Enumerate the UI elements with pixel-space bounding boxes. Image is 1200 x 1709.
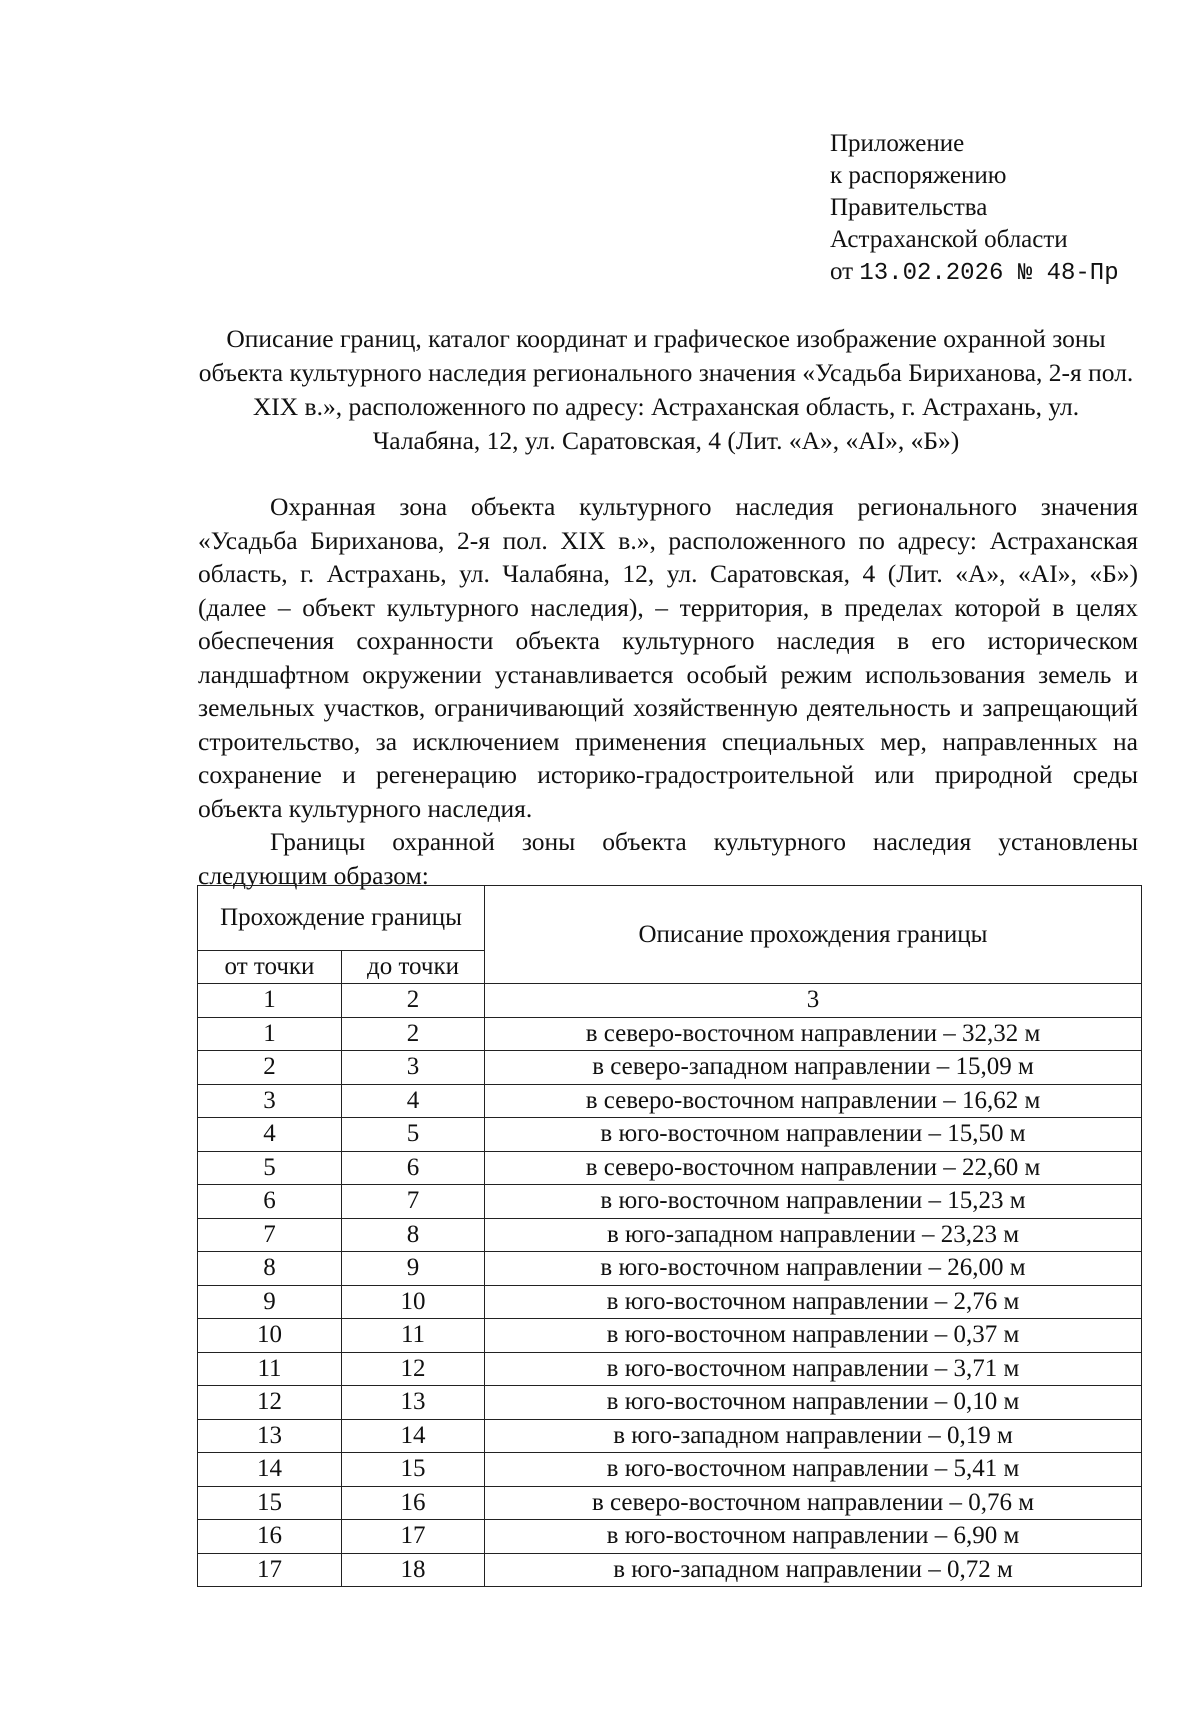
- cell-from: 1: [198, 1017, 342, 1051]
- table-row: [198, 1252, 1142, 1286]
- cell-description: в юго-западном направлении – 23,23 м: [485, 1218, 1142, 1252]
- cell-to: 6: [342, 1151, 485, 1185]
- appendix-line-4: Астраханской области: [830, 226, 1068, 253]
- cell-to: 12: [342, 1352, 485, 1386]
- cell-to: 13: [342, 1386, 485, 1420]
- cell-from: 3: [198, 1084, 342, 1118]
- cell-from: 7: [198, 1218, 342, 1252]
- cell-to: 3: [342, 1051, 485, 1085]
- cell-to: 16: [342, 1486, 485, 1520]
- cell-to: 15: [342, 1453, 485, 1487]
- header-group: Прохождение границы: [198, 886, 485, 951]
- cell-description: в северо-восточном направлении – 32,32 м: [485, 1017, 1142, 1051]
- table-row: [198, 1118, 1142, 1152]
- cell-description: в северо-восточном направлении – 22,60 м: [485, 1151, 1142, 1185]
- appendix-line-3: Правительства: [830, 194, 988, 221]
- cell-to: 11: [342, 1319, 485, 1353]
- cell-description: в юго-восточном направлении – 15,23 м: [485, 1185, 1142, 1219]
- cell-to: 4: [342, 1084, 485, 1118]
- appendix-line-1: Приложение: [830, 130, 965, 157]
- cell-from: 16: [198, 1520, 342, 1554]
- cell-description: в юго-восточном направлении – 6,90 м: [485, 1520, 1142, 1554]
- cell-description: в северо-восточном направлении – 16,62 м: [485, 1084, 1142, 1118]
- column-number: 1: [198, 984, 342, 1018]
- appendix-block: [830, 128, 1119, 290]
- paragraph-1: Охранная зона объекта культурного наследия регионального значения «Усадьба Бириханова, 2-я пол. XIX в.», расположенного по адресу: Астраханская область, г. Астрахань, ул. Чалабяна, 12, ул. Саратовская, 4 (Лит. «А», «АI», «Б») (далее – объект культурного наследия), – территория, в пределах которой в целях обеспечения сохранности объекта культурного наследия в его историческом ландшафтном окружении устанавливается особый режим использования земель и земельных участков, ограничивающий хозяйственную деятельность и запрещающий строительство, за исключением применения специальных мер, направленных на сохранение и регенерацию историко-градостроительной или природной среды объекта культурного наследия.: [198, 492, 1138, 823]
- table-row: [198, 1084, 1142, 1118]
- boundary-table: [197, 885, 1142, 1587]
- table-row: [198, 1553, 1142, 1587]
- table-row: [198, 1051, 1142, 1085]
- table-row: [198, 1319, 1142, 1353]
- table-row: [198, 1218, 1142, 1252]
- cell-description: в юго-западном направлении – 0,19 м: [485, 1419, 1142, 1453]
- appendix-date-number: 13.02.2026 № 48-Пр: [859, 260, 1119, 287]
- table-row: [198, 1419, 1142, 1453]
- table-row: [198, 1285, 1142, 1319]
- cell-to: 2: [342, 1017, 485, 1051]
- paragraph-2: Границы охранной зоны объекта культурного наследия установлены следующим образом:: [198, 827, 1138, 890]
- cell-from: 12: [198, 1386, 342, 1420]
- cell-to: 17: [342, 1520, 485, 1554]
- cell-description: в юго-восточном направлении – 3,71 м: [485, 1352, 1142, 1386]
- cell-from: 13: [198, 1419, 342, 1453]
- cell-to: 18: [342, 1553, 485, 1587]
- cell-to: 10: [342, 1285, 485, 1319]
- column-number: 2: [342, 984, 485, 1018]
- cell-description: в юго-восточном направлении – 26,00 м: [485, 1252, 1142, 1286]
- table-row: [198, 1352, 1142, 1386]
- column-number-row: [198, 984, 1142, 1018]
- table-row: [198, 1453, 1142, 1487]
- cell-to: 8: [342, 1218, 485, 1252]
- cell-to: 9: [342, 1252, 485, 1286]
- appendix-date-prefix: от: [830, 258, 854, 285]
- table-row: [198, 1185, 1142, 1219]
- cell-description: в юго-восточном направлении – 2,76 м: [485, 1285, 1142, 1319]
- header-description: Описание прохождения границы: [485, 886, 1142, 984]
- cell-description: в северо-восточном направлении – 0,76 м: [485, 1486, 1142, 1520]
- cell-from: 15: [198, 1486, 342, 1520]
- cell-from: 6: [198, 1185, 342, 1219]
- cell-from: 9: [198, 1285, 342, 1319]
- header-to: до точки: [342, 951, 485, 984]
- cell-from: 10: [198, 1319, 342, 1353]
- cell-description: в юго-западном направлении – 0,72 м: [485, 1553, 1142, 1587]
- column-number: 3: [485, 984, 1142, 1018]
- cell-from: 8: [198, 1252, 342, 1286]
- cell-from: 11: [198, 1352, 342, 1386]
- cell-description: в юго-восточном направлении – 0,37 м: [485, 1319, 1142, 1353]
- table-row: [198, 1151, 1142, 1185]
- appendix-line-2: к распоряжению: [830, 162, 1007, 189]
- cell-from: 2: [198, 1051, 342, 1085]
- cell-from: 4: [198, 1118, 342, 1152]
- cell-description: в юго-восточном направлении – 5,41 м: [485, 1453, 1142, 1487]
- table-row: [198, 1486, 1142, 1520]
- cell-from: 5: [198, 1151, 342, 1185]
- cell-description: в северо-западном направлении – 15,09 м: [485, 1051, 1142, 1085]
- cell-to: 14: [342, 1419, 485, 1453]
- table-row: [198, 1520, 1142, 1554]
- document-title: Описание границ, каталог координат и графическое изображение охранной зоны объекта культурного наследия регионального значения «Усадьба Бириханова, 2-я пол. XIX в.», расположенного по адресу: Астраханская область, г. Астрахань, ул. Чалабяна, 12, ул. Саратовская, 4 (Лит. «А», «АI», «Б»): [198, 324, 1134, 455]
- cell-description: в юго-восточном направлении – 0,10 м: [485, 1386, 1142, 1420]
- header-from: от точки: [198, 951, 342, 984]
- cell-description: в юго-восточном направлении – 15,50 м: [485, 1118, 1142, 1152]
- cell-to: 7: [342, 1185, 485, 1219]
- cell-from: 17: [198, 1553, 342, 1587]
- appendix-date-line: [830, 256, 1119, 290]
- body-text: [198, 490, 1138, 892]
- cell-to: 5: [342, 1118, 485, 1152]
- cell-from: 14: [198, 1453, 342, 1487]
- table-row: [198, 1386, 1142, 1420]
- table-row: [198, 1017, 1142, 1051]
